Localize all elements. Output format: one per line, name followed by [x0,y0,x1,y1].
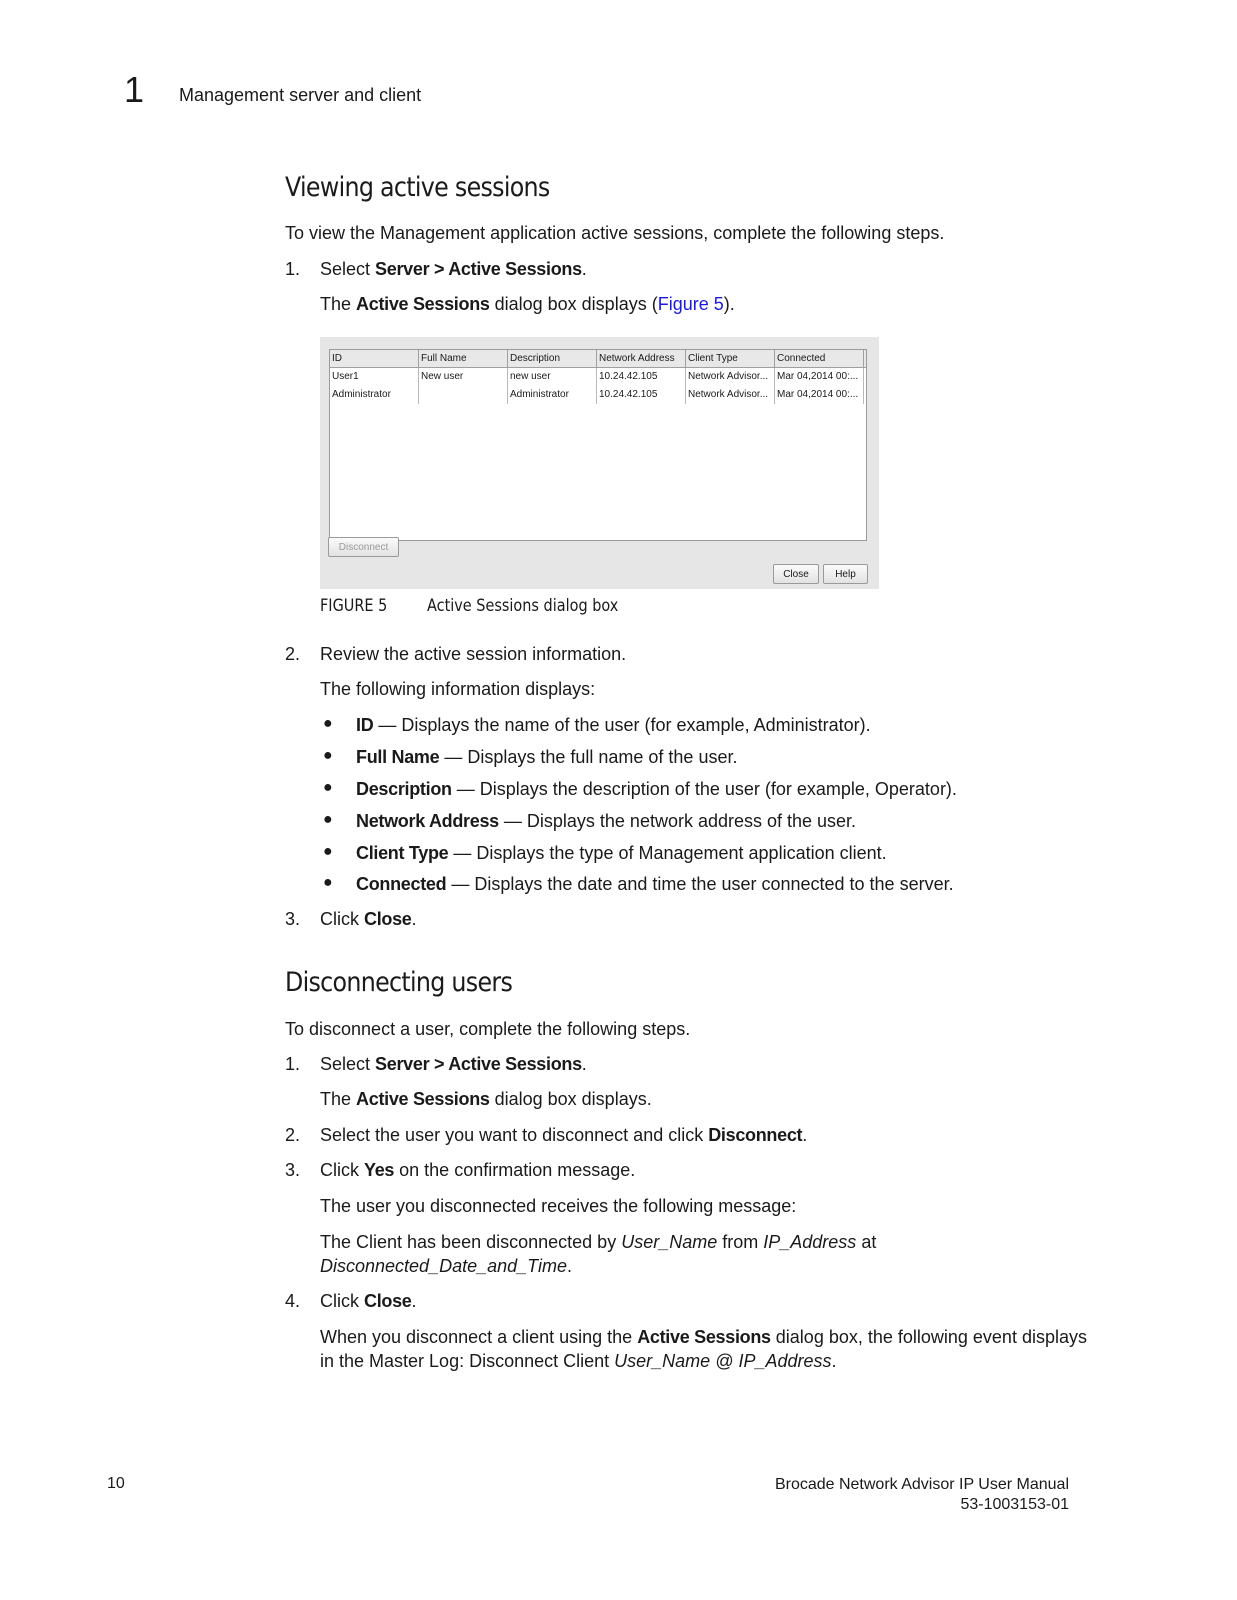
step-number: 3. [285,909,301,929]
close-button[interactable]: Close [773,564,819,584]
bullet-item: Full Name — Displays the full name of the user. [356,747,738,767]
step-number: 1. [285,1054,301,1074]
bullet-icon: ● [323,715,333,732]
table-cell: new user [508,368,597,386]
table-cell: Mar 04,2014 00:... [775,386,864,404]
table-cell: Mar 04,2014 00:... [775,368,864,386]
step-sub-text: The following information displays: [320,679,596,699]
table-cell: Administrator [330,386,419,404]
table-header [330,350,866,368]
bullet-item: Description — Displays the description of the user (for example, Operator). [356,779,957,799]
disconnect-button[interactable]: Disconnect [328,537,399,557]
table-cell: Administrator [508,386,597,404]
final-note-line2: in the Master Log: Disconnect Client User_Name @ IP_Address. [320,1351,837,1371]
bullet-item: Connected — Displays the date and time the user connected to the server. [356,874,954,894]
column-header[interactable]: ID [330,350,419,367]
column-header[interactable]: Client Type [686,350,775,367]
chapter-title: Management server and client [179,85,422,105]
column-header[interactable]: Full Name [419,350,508,367]
disconnect-message-line2: Disconnected_Date_and_Time. [320,1256,573,1276]
table-cell [419,386,508,404]
bullet-icon: ● [323,874,333,891]
section-intro: To disconnect a user, complete the following steps. [285,1019,691,1039]
step-text: Select the user you want to disconnect and click Disconnect. [320,1125,808,1145]
disconnect-message: The Client has been disconnected by User_Name from IP_Address at [320,1232,877,1252]
step-text: Click Close. [320,909,417,929]
step-text: Click Close. [320,1291,417,1311]
step-sub-text: The user you disconnected receives the following message: [320,1196,797,1216]
step-number: 1. [285,259,301,279]
manual-title: Brocade Network Advisor IP User Manual [774,1476,1069,1493]
step-text: Review the active session information. [320,644,627,664]
section-title-viewing: Viewing active sessions [285,172,550,203]
table-cell: 10.24.42.105 [597,368,686,386]
bullet-item: Client Type — Displays the type of Management application client. [356,843,887,863]
bullet-icon: ● [323,843,333,860]
step-result: The Active Sessions dialog box displays (Figure 5). [320,294,735,314]
section-intro: To view the Management application active sessions, complete the following steps. [285,223,945,243]
table-cell: New user [419,368,508,386]
section-title-disconnecting: Disconnecting users [285,967,513,998]
bullet-item: ID — Displays the name of the user (for example, Administrator). [356,715,871,735]
doc-number: 53-1003153-01 [960,1496,1069,1513]
table-cell: Network Advisor... [686,368,775,386]
step-result: The Active Sessions dialog box displays. [320,1089,652,1109]
column-header[interactable]: Connected [775,350,864,367]
bullet-icon: ● [323,811,333,828]
step-text: Select Server > Active Sessions. [320,1054,587,1074]
footer-doc-info [700,1475,1069,1515]
figure-label: FIGURE 5 [320,596,388,616]
step-text: Click Yes on the confirmation message. [320,1160,636,1180]
bullet-icon: ● [323,747,333,764]
step-number: 4. [285,1291,301,1311]
active-sessions-dialog [320,337,879,589]
column-header[interactable]: Description [508,350,597,367]
table-row[interactable] [330,386,866,404]
figure-caption: Active Sessions dialog box [427,596,619,616]
chapter-number: 1 [124,69,145,110]
final-note: When you disconnect a client using the Active Sessions dialog box, the following event displays [320,1327,1087,1347]
help-button[interactable]: Help [823,564,868,584]
column-header[interactable]: Network Address [597,350,686,367]
step-text: Select Server > Active Sessions. [320,259,587,279]
table-cell: 10.24.42.105 [597,386,686,404]
sessions-table [329,349,867,541]
table-cell: Network Advisor... [686,386,775,404]
step-number: 2. [285,644,301,664]
step-number: 3. [285,1160,301,1180]
page-number: 10 [107,1475,125,1492]
figure-link[interactable]: Figure 5 [657,294,724,314]
table-row[interactable] [330,368,866,386]
table-cell: User1 [330,368,419,386]
bullet-icon: ● [323,779,333,796]
bullet-item: Network Address — Displays the network address of the user. [356,811,857,831]
step-number: 2. [285,1125,301,1145]
